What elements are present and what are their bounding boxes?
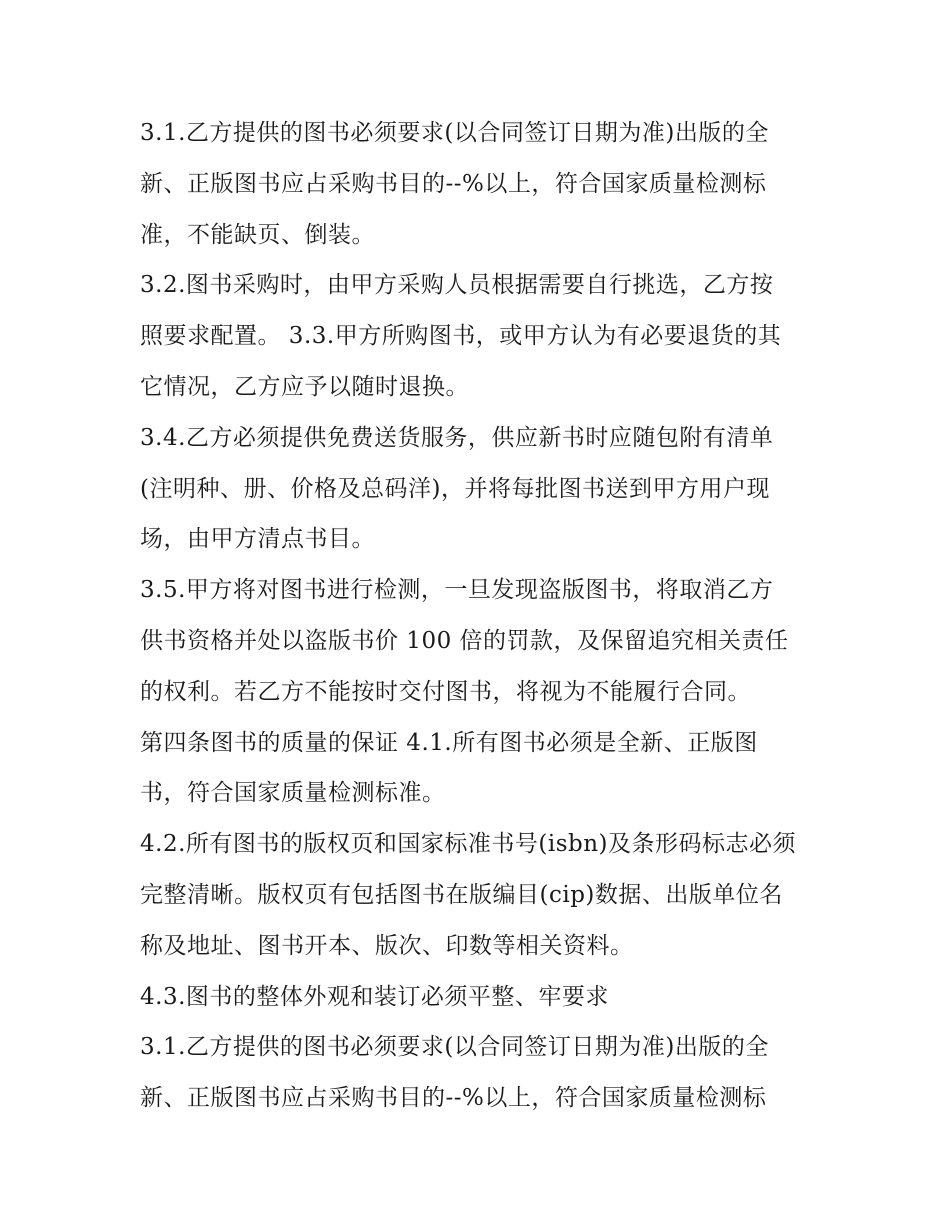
text-line: 称及地址、图书开本、版次、印数等相关资料。: [140, 932, 634, 959]
text-line: 第四条图书的质量的保证 4.1.所有图书必须是全新、正版图: [140, 729, 758, 756]
document-body: [140, 108, 820, 1124]
text-line: 3.4.乙方必须提供免费送货服务，供应新书时应随包附有清单: [140, 424, 774, 451]
text-line: 供书资格并处以盗版书价 100 倍的罚款，及保留追究相关责任: [140, 627, 789, 654]
text-line: 3.5.甲方将对图书进行检测，一旦发现盗版图书，将取消乙方: [140, 577, 774, 604]
text-line: 新、正版图书应占采购书目的--%以上，符合国家质量检测标: [140, 1085, 767, 1112]
text-line: 场，由甲方清点书目。: [140, 526, 375, 553]
text-line: 它情况，乙方应予以随时退换。: [140, 373, 469, 400]
text-line: 4.3.图书的整体外观和装订必须平整、牢要求: [140, 983, 609, 1010]
text-line: 3.2.图书采购时，由甲方采购人员根据需要自行挑选，乙方按: [140, 272, 774, 299]
text-line: 4.2.所有图书的版权页和国家标准书号(isbn)及条形码标志必须: [140, 831, 797, 858]
text-line: 3.1.乙方提供的图书必须要求(以合同签订日期为准)出版的全: [140, 1034, 769, 1061]
text-line: 准，不能缺页、倒装。: [140, 221, 375, 248]
text-line: 新、正版图书应占采购书目的--%以上，符合国家质量检测标: [140, 170, 767, 197]
text-line: 书，符合国家质量检测标准。: [140, 780, 446, 807]
text-line: (注明种、册、价格及总码洋)，并将每批图书送到甲方用户现: [140, 475, 770, 502]
text-line: 照要求配置。 3.3.甲方所购图书，或甲方认为有必要退货的其: [140, 323, 782, 350]
text-line: 的权利。若乙方不能按时交付图书，将视为不能履行合同。: [140, 678, 751, 705]
text-line: 3.1.乙方提供的图书必须要求(以合同签订日期为准)出版的全: [140, 120, 769, 146]
text-line: 完整清晰。版权页有包括图书在版编目(cip)数据、出版单位名: [140, 881, 783, 908]
